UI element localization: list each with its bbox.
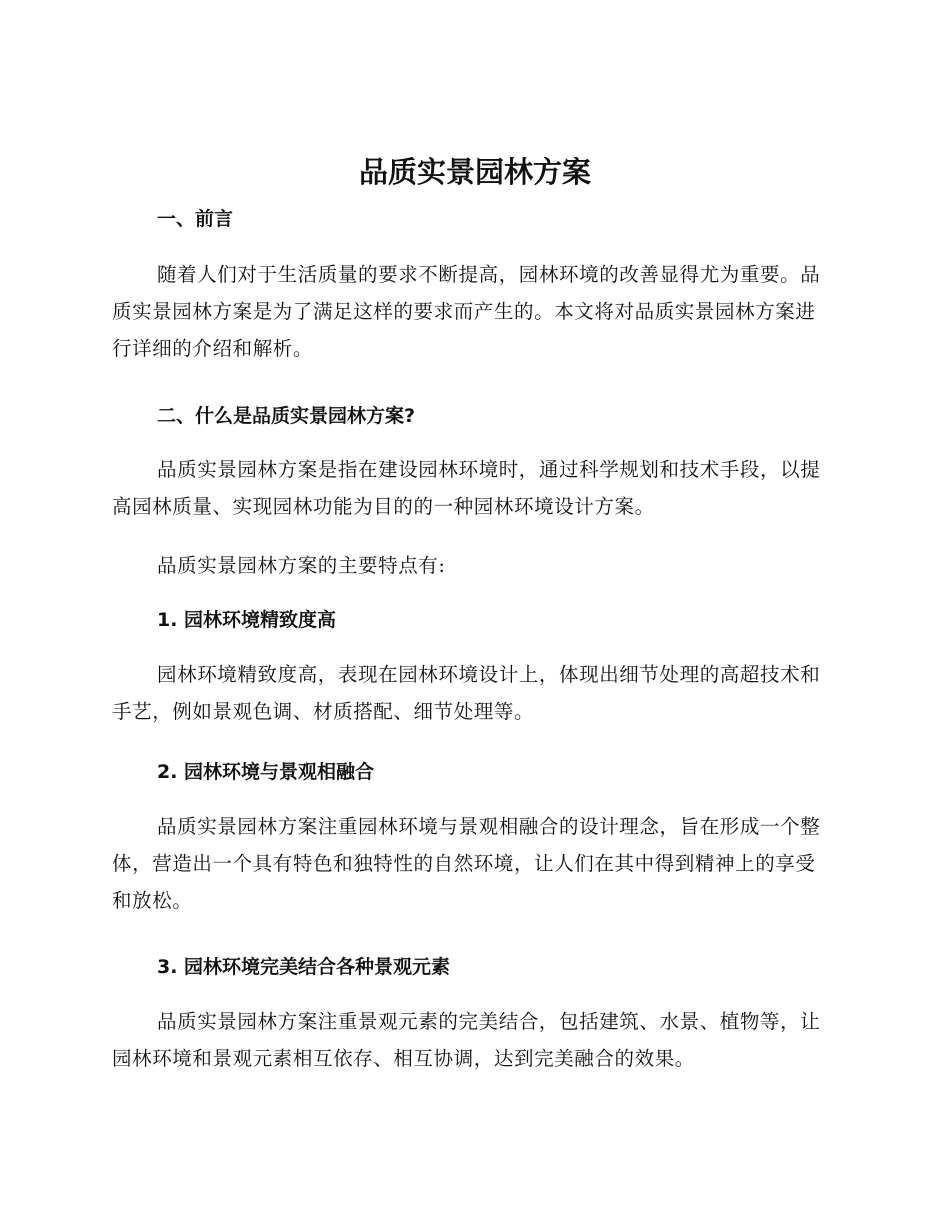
section-paragraph-feature-2: 品质实景园林方案注重园林环境与景观相融合的设计理念，旨在形成一个整体，营造出一个具有特色和独特性的自然环境，让人们在其中得到精神上的享受和放松。 — [112, 815, 821, 912]
section-heading-feature-3: 3. 园林环境完美结合各种景观元素 — [157, 956, 451, 978]
section-paragraph-what-is: 品质实景园林方案是指在建设园林环境时，通过科学规划和技术手段，以提高园林质量、实现园林功能为目的的一种园林环境设计方案。 — [112, 458, 821, 518]
document-title: 品质实景园林方案 — [358, 155, 591, 189]
section-paragraph-preface: 随着人们对于生活质量的要求不断提高，园林环境的改善显得尤为重要。品质实景园林方案是为了满足这样的要求而产生的。本文将对品质实景园林方案进行详细的介绍和解析。 — [112, 263, 821, 360]
section-heading-feature-1: 1. 园林环境精致度高 — [157, 609, 337, 631]
section-heading-what-is: 二、什么是品质实景园林方案? — [157, 405, 416, 427]
section-paragraph-feature-3: 品质实景园林方案注重景观元素的完美结合，包括建筑、水景、植物等，让园林环境和景观元素相互依存、相互协调，达到完美融合的效果。 — [112, 1010, 821, 1070]
section-paragraph-features-intro: 品质实景园林方案的主要特点有: — [157, 554, 446, 577]
section-paragraph-feature-1: 园林环境精致度高，表现在园林环境设计上，体现出细节处理的高超技术和手艺，例如景观色调、材质搭配、细节处理等。 — [112, 663, 821, 723]
section-heading-preface: 一、前言 — [157, 208, 234, 230]
section-heading-feature-2: 2. 园林环境与景观相融合 — [157, 761, 375, 783]
